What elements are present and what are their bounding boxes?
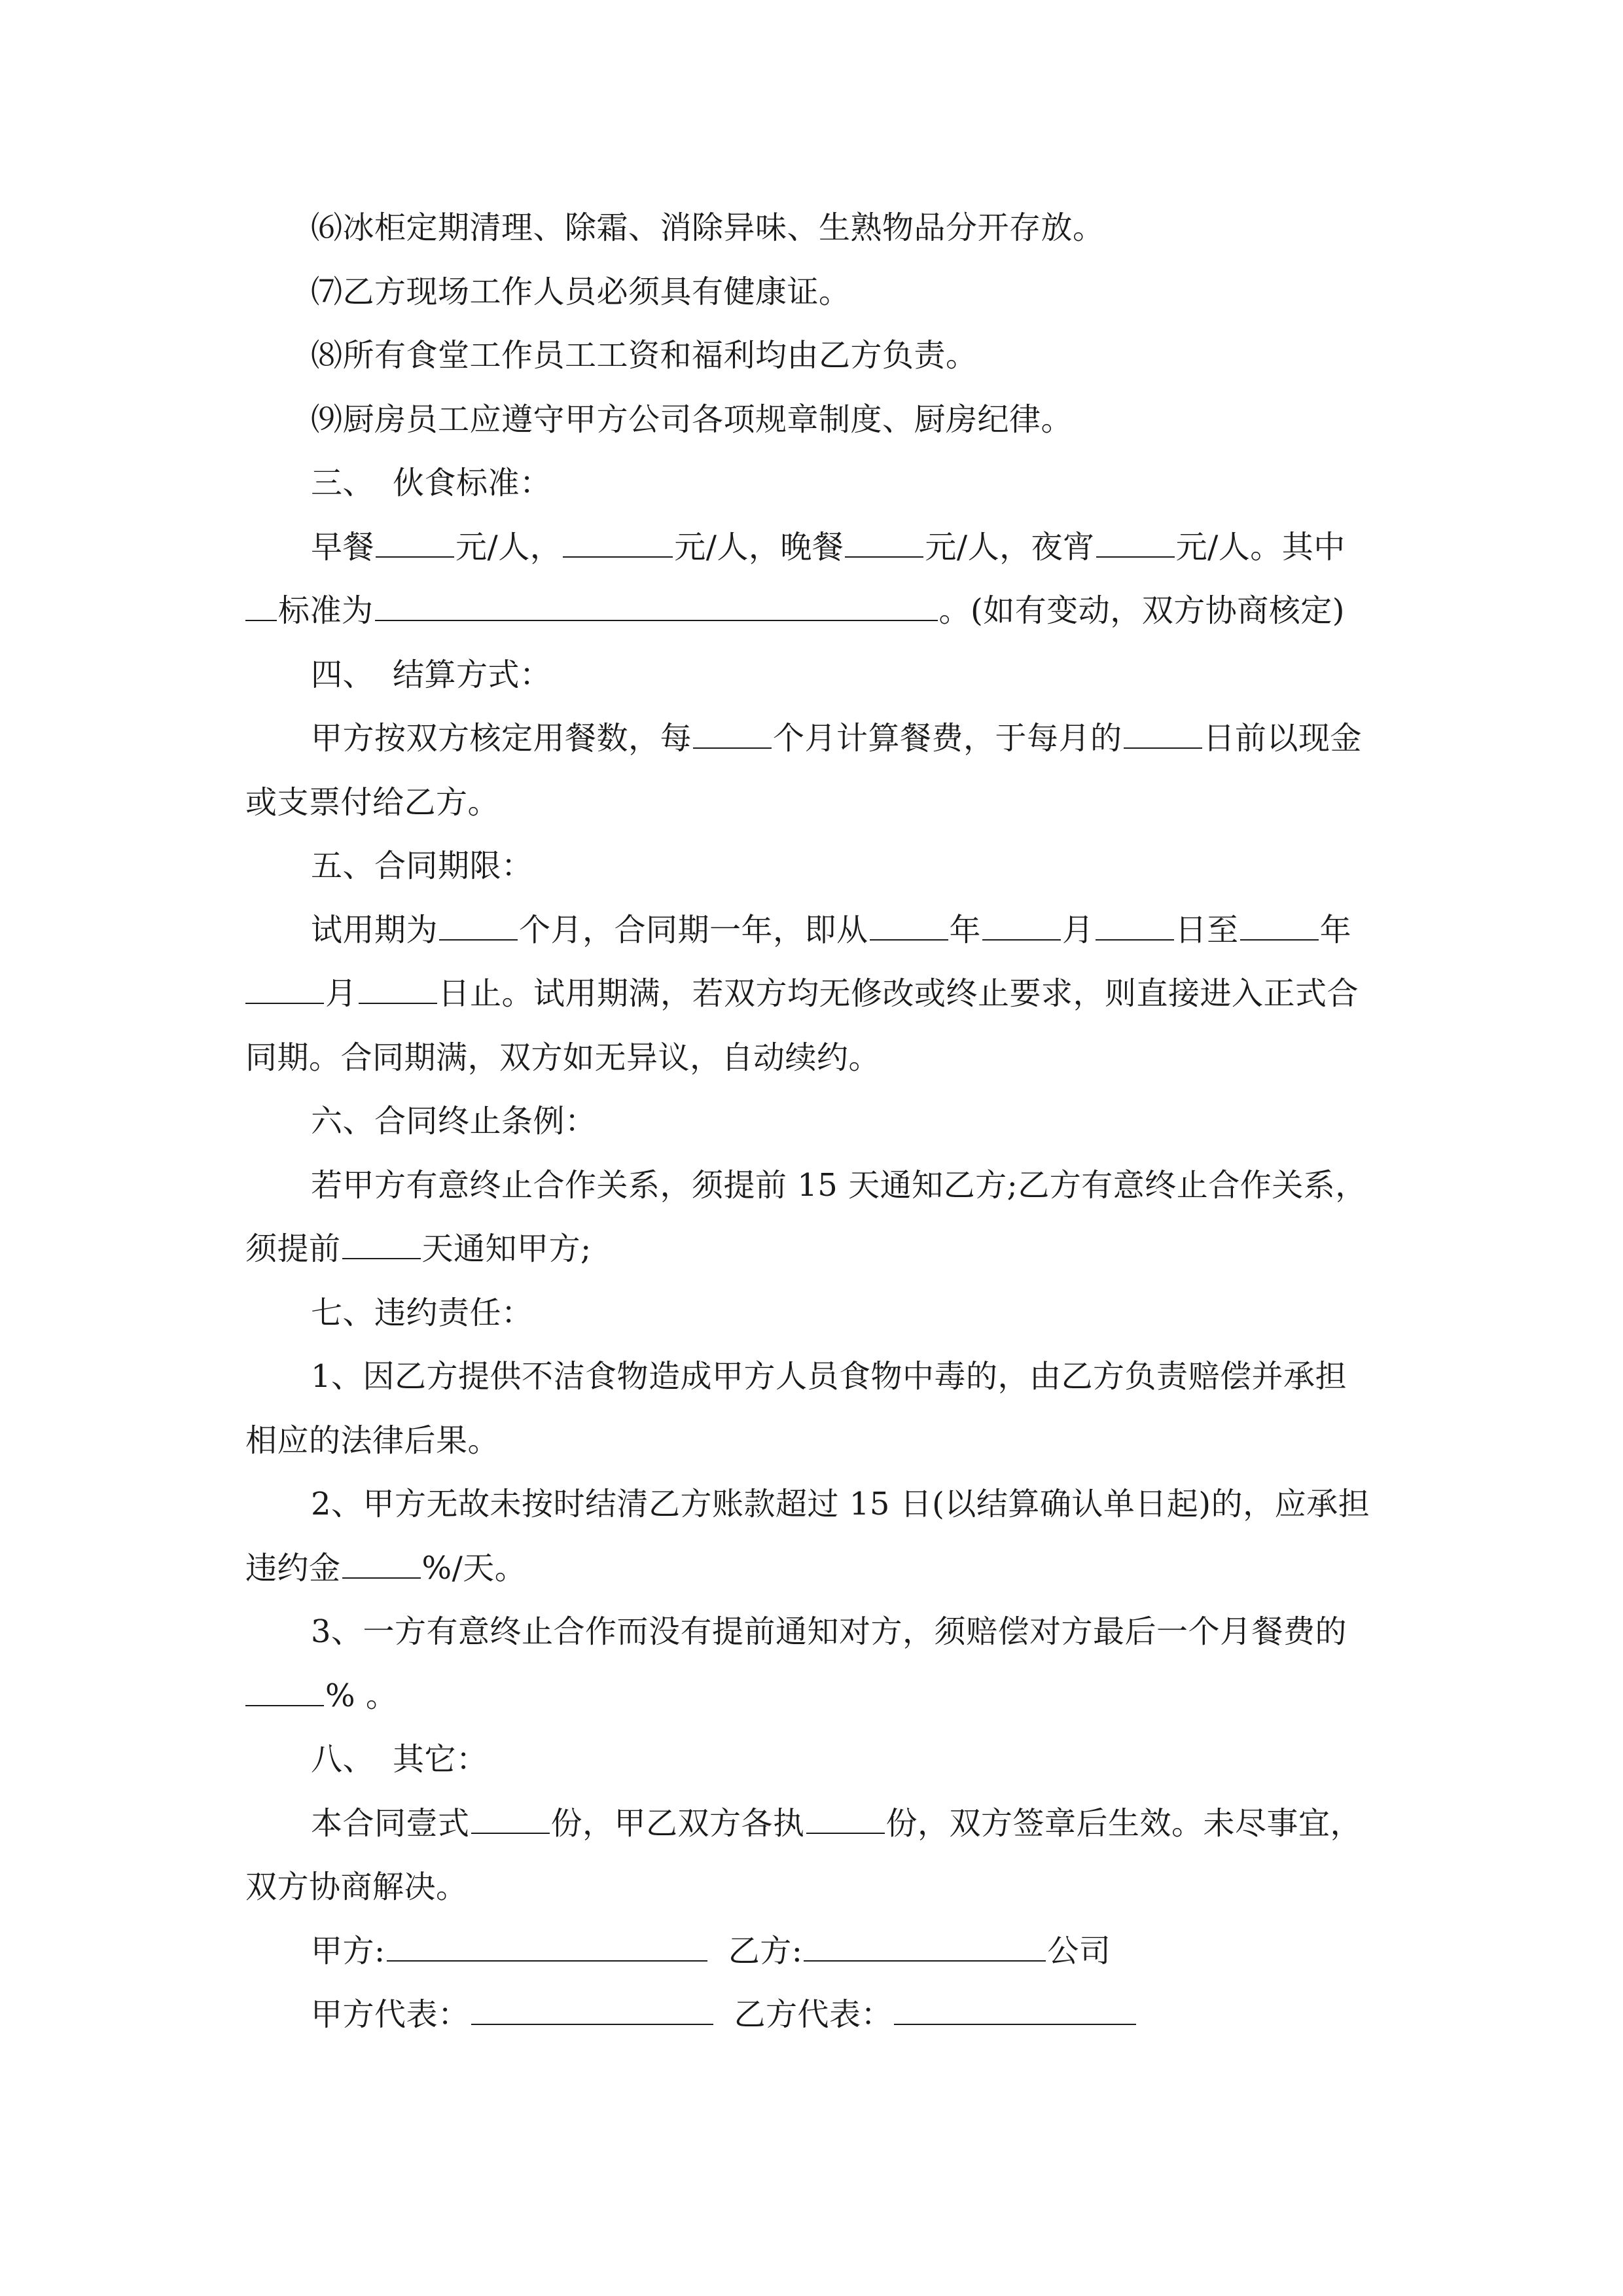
label-text: 相应的法律后果。 [245, 1422, 500, 1459]
section-5-heading [245, 834, 1391, 899]
liability-1-line-1 [245, 1345, 1391, 1409]
term-line-2 [245, 962, 1391, 1026]
liability-2-line-2 [245, 1537, 1391, 1601]
party-b-name-field[interactable] [804, 1934, 1046, 1962]
label-text: 元/人， [455, 528, 562, 565]
section-7-heading [245, 1282, 1391, 1346]
other-line-1 [245, 1792, 1391, 1856]
blank-field[interactable] [245, 594, 277, 621]
blank-field[interactable] [870, 913, 948, 941]
blank-field[interactable] [563, 530, 673, 558]
label-text: 月 [325, 975, 357, 1012]
clause-item-9 [245, 388, 1391, 452]
termination-line-2 [245, 1217, 1391, 1282]
settlement-line-1 [245, 707, 1391, 771]
party-a-rep-label: 甲方代表： [311, 1996, 470, 2033]
liability-3-line-2 [245, 1664, 1391, 1729]
label-text: %/天。 [421, 1549, 527, 1587]
label-text: 元/人。其中 [1175, 528, 1346, 565]
other-line-2 [245, 1856, 1391, 1920]
standard-line [245, 579, 1391, 643]
blank-field[interactable] [982, 913, 1061, 941]
blank-field[interactable] [845, 530, 923, 558]
blank-field[interactable] [439, 913, 518, 941]
label-text: 日前以现金 [1203, 720, 1363, 757]
label-text: 年 [1319, 911, 1352, 948]
label-text: % 。 [325, 1677, 398, 1714]
party-a-name-field[interactable] [387, 1934, 707, 1962]
party-a-label: 甲方: [311, 1932, 385, 1969]
clause-item-7 [245, 260, 1391, 325]
label-text: 双方协商解决。 [245, 1869, 468, 1905]
section-title: 其它： [393, 1741, 488, 1778]
label-text: 。(如有变动，双方协商核定) [938, 592, 1345, 629]
section-title: 六、合同终止条例： [311, 1103, 597, 1139]
blank-field[interactable] [693, 721, 772, 749]
label-text: 元/人，夜宵 [925, 528, 1095, 565]
clause-item-6 [245, 196, 1391, 260]
label-text: 日至 [1175, 911, 1239, 948]
term-line-3 [245, 1026, 1391, 1090]
blank-field[interactable] [375, 594, 938, 621]
blank-field[interactable] [471, 1806, 550, 1834]
section-6-heading [245, 1090, 1391, 1154]
label-text: 元/人，晚餐 [674, 528, 844, 565]
label-text: 同期。合同期满，双方如无异议，自动续约。 [245, 1039, 881, 1076]
clause-text: ⑺乙方现场工作人员必须具有健康证。 [311, 273, 851, 310]
label-text: 个月计算餐费，于每月的 [773, 720, 1122, 757]
clause-text: ⑹冰柜定期清理、除霜、消除异味、生熟物品分开存放。 [311, 209, 1105, 246]
blank-field[interactable] [1124, 721, 1202, 749]
label-text: 月 [1062, 911, 1094, 948]
section-number: 三、 [311, 465, 375, 501]
label-text: 份，双方签章后生效。未尽事宜， [885, 1804, 1363, 1842]
label-text: 年 [949, 911, 982, 948]
blank-field[interactable] [1096, 530, 1175, 558]
liability-3-line-1 [245, 1600, 1391, 1664]
section-title: 伙食标准： [393, 465, 552, 501]
termination-line-1 [245, 1154, 1391, 1218]
blank-field[interactable] [1096, 913, 1174, 941]
meal-standard-line [245, 516, 1391, 580]
label-text: 日止。试用期满，若双方均无修改或终止要求，则直接进入正式合 [438, 975, 1359, 1012]
label-text: 个月，合同期一年，即从 [519, 911, 868, 948]
party-a-rep-field[interactable] [471, 1998, 713, 2025]
section-8-heading [245, 1728, 1391, 1792]
signature-rep-line [245, 1983, 1391, 2047]
section-title: 七、违约责任： [311, 1294, 533, 1331]
blank-field[interactable] [359, 977, 437, 1004]
label-text: 1、因乙方提供不洁食物造成甲方人员食物中毒的，由乙方负责赔偿并承担 [311, 1358, 1347, 1395]
blank-field[interactable] [245, 977, 324, 1004]
blank-field[interactable] [342, 1232, 421, 1259]
label-breakfast: 早餐 [311, 528, 375, 565]
blank-field[interactable] [376, 530, 454, 558]
section-title: 五、合同期限： [311, 848, 533, 884]
signature-party-line [245, 1920, 1391, 1984]
clause-text: ⑼厨房员工应遵守甲方公司各项规章制度、厨房纪律。 [311, 401, 1073, 438]
party-b-suffix: 公司 [1047, 1932, 1111, 1969]
term-line-1 [245, 899, 1391, 963]
liability-2-line-1 [245, 1473, 1391, 1537]
section-4-heading [245, 643, 1391, 708]
section-number: 四、 [311, 656, 375, 693]
label-text: 须提前 [245, 1230, 341, 1267]
blank-field[interactable] [342, 1551, 421, 1579]
label-text: 2、甲方无故未按时结清乙方账款超过 15 日(以结算确认单日起)的，应承担 [311, 1486, 1370, 1522]
party-b-label: 乙方: [728, 1932, 803, 1969]
label-text: 份，甲乙双方各执 [550, 1804, 805, 1842]
contract-page [245, 196, 1391, 2047]
label-text: 3、一方有意终止合作而没有提前通知对方，须赔偿对方最后一个月餐费的 [311, 1613, 1347, 1650]
label-text: 甲方按双方核定用餐数，每 [311, 720, 692, 757]
label-text: 标准为 [278, 592, 374, 629]
settlement-line-2 [245, 771, 1391, 835]
label-text: 违约金 [245, 1549, 341, 1587]
party-b-rep-label: 乙方代表： [734, 1996, 893, 2033]
clause-text: ⑻所有食堂工作员工工资和福利均由乙方负责。 [311, 337, 978, 374]
party-b-rep-field[interactable] [894, 1998, 1136, 2025]
label-text: 试用期为 [311, 911, 438, 948]
clause-item-8 [245, 324, 1391, 388]
label-text: 或支票付给乙方。 [245, 783, 500, 821]
blank-field[interactable] [245, 1679, 324, 1706]
label-text: 本合同壹式 [311, 1804, 470, 1842]
section-title: 结算方式： [393, 656, 552, 693]
section-3-heading [245, 452, 1391, 516]
blank-field[interactable] [1240, 913, 1319, 941]
blank-field[interactable] [806, 1806, 885, 1834]
section-number: 八、 [311, 1741, 375, 1778]
label-text: 若甲方有意终止合作关系，须提前 15 天通知乙方;乙方有意终止合作关系， [311, 1166, 1367, 1204]
label-text: 天通知甲方; [421, 1230, 592, 1267]
liability-1-line-2 [245, 1409, 1391, 1473]
